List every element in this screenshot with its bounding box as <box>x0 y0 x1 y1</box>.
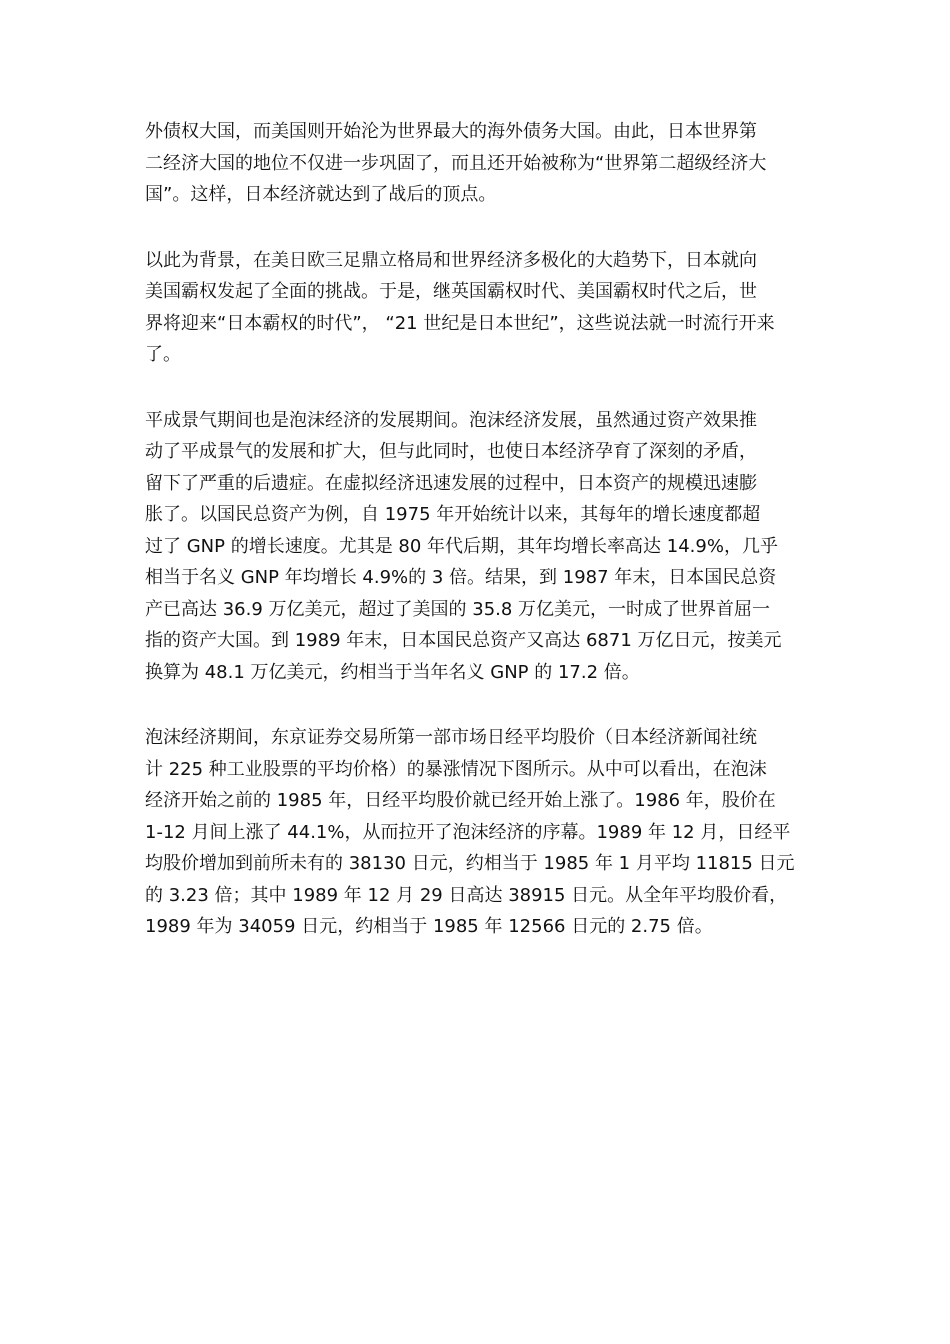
text-line: 相当于名义 GNP 年均增长 4.9%的 3 倍。结果，到 1987 年末，日本国民总资 <box>145 567 777 588</box>
text-line: 均股价增加到前所未有的 38130 日元，约相当于 1985 年 1 月平均 11815 日元 <box>145 853 795 874</box>
text-line: 外债权大国，而美国则开始沦为世界最大的海外债务大国。由此，日本世界第 <box>145 121 757 142</box>
text-line: 1989 年为 34059 日元，约相当于 1985 年 12566 日元的 2.75 倍。 <box>145 916 713 937</box>
text-line: 胀了。以国民总资产为例，自 1975 年开始统计以来，其每年的增长速度都超 <box>145 504 761 525</box>
text-line: 换算为 48.1 万亿美元，约相当于当年名义 GNP 的 17.2 倍。 <box>145 661 640 683</box>
text-line: 国”。这样，日本经济就达到了战后的顶点。 <box>145 184 497 205</box>
text-line: 留下了严重的后遗症。在虚拟经济迅速发展的过程中，日本资产的规模迅速膨 <box>145 472 757 494</box>
text-line: 的 3.23 倍；其中 1989 年 12 月 29 日高达 38915 日元。从全年平均股价看， <box>145 884 788 906</box>
text-line: 1-12 月间上涨了 44.1%，从而拉开了泡沫经济的序幕。1989 年 12 月，日经平 <box>145 821 791 843</box>
text-line: 二经济大国的地位不仅进一步巩固了，而且还开始被称为“世界第二超级经济大 <box>145 152 767 174</box>
text-line: 产已高达 36.9 万亿美元，超过了美国的 35.8 万亿美元，一时成了世界首屈一 <box>145 598 771 620</box>
paragraph-4 <box>145 722 810 943</box>
text-line: 泡沫经济期间，东京证券交易所第一部市场日经平均股价（日本经济新闻社统 <box>145 727 757 748</box>
paragraph-2 <box>145 245 810 371</box>
text-line: 美国霸权发起了全面的挑战。于是，继英国霸权时代、美国霸权时代之后，世 <box>145 281 757 302</box>
paragraph-1 <box>145 116 810 211</box>
text-line: 过了 GNP 的增长速度。尤其是 80 年代后期，其年均增长率高达 14.9%，几乎 <box>145 535 778 557</box>
document-body <box>145 116 810 977</box>
text-line: 动了平成景气的发展和扩大，但与此同时，也使日本经济孕育了深刻的矛盾， <box>145 441 757 462</box>
text-line: 计 225 种工业股票的平均价格）的暴涨情况下图所示。从中可以看出，在泡沫 <box>145 758 767 780</box>
text-line: 以此为背景，在美日欧三足鼎立格局和世界经济多极化的大趋势下，日本就向 <box>145 249 757 271</box>
text-line: 指的资产大国。到 1989 年末，日本国民总资产又高达 6871 万亿日元，按美元 <box>145 630 782 651</box>
text-line: 平成景气期间也是泡沫经济的发展期间。泡沫经济发展，虽然通过资产效果推 <box>145 409 757 431</box>
text-line: 经济开始之前的 1985 年，日经平均股价就已经开始上涨了。1986 年，股价在 <box>145 790 776 811</box>
paragraph-3 <box>145 405 810 689</box>
text-line: 界将迎来“日本霸权的时代”， “21 世纪是日本世纪”，这些说法就一时流行开来 <box>145 312 775 334</box>
text-line: 了。 <box>145 344 181 365</box>
